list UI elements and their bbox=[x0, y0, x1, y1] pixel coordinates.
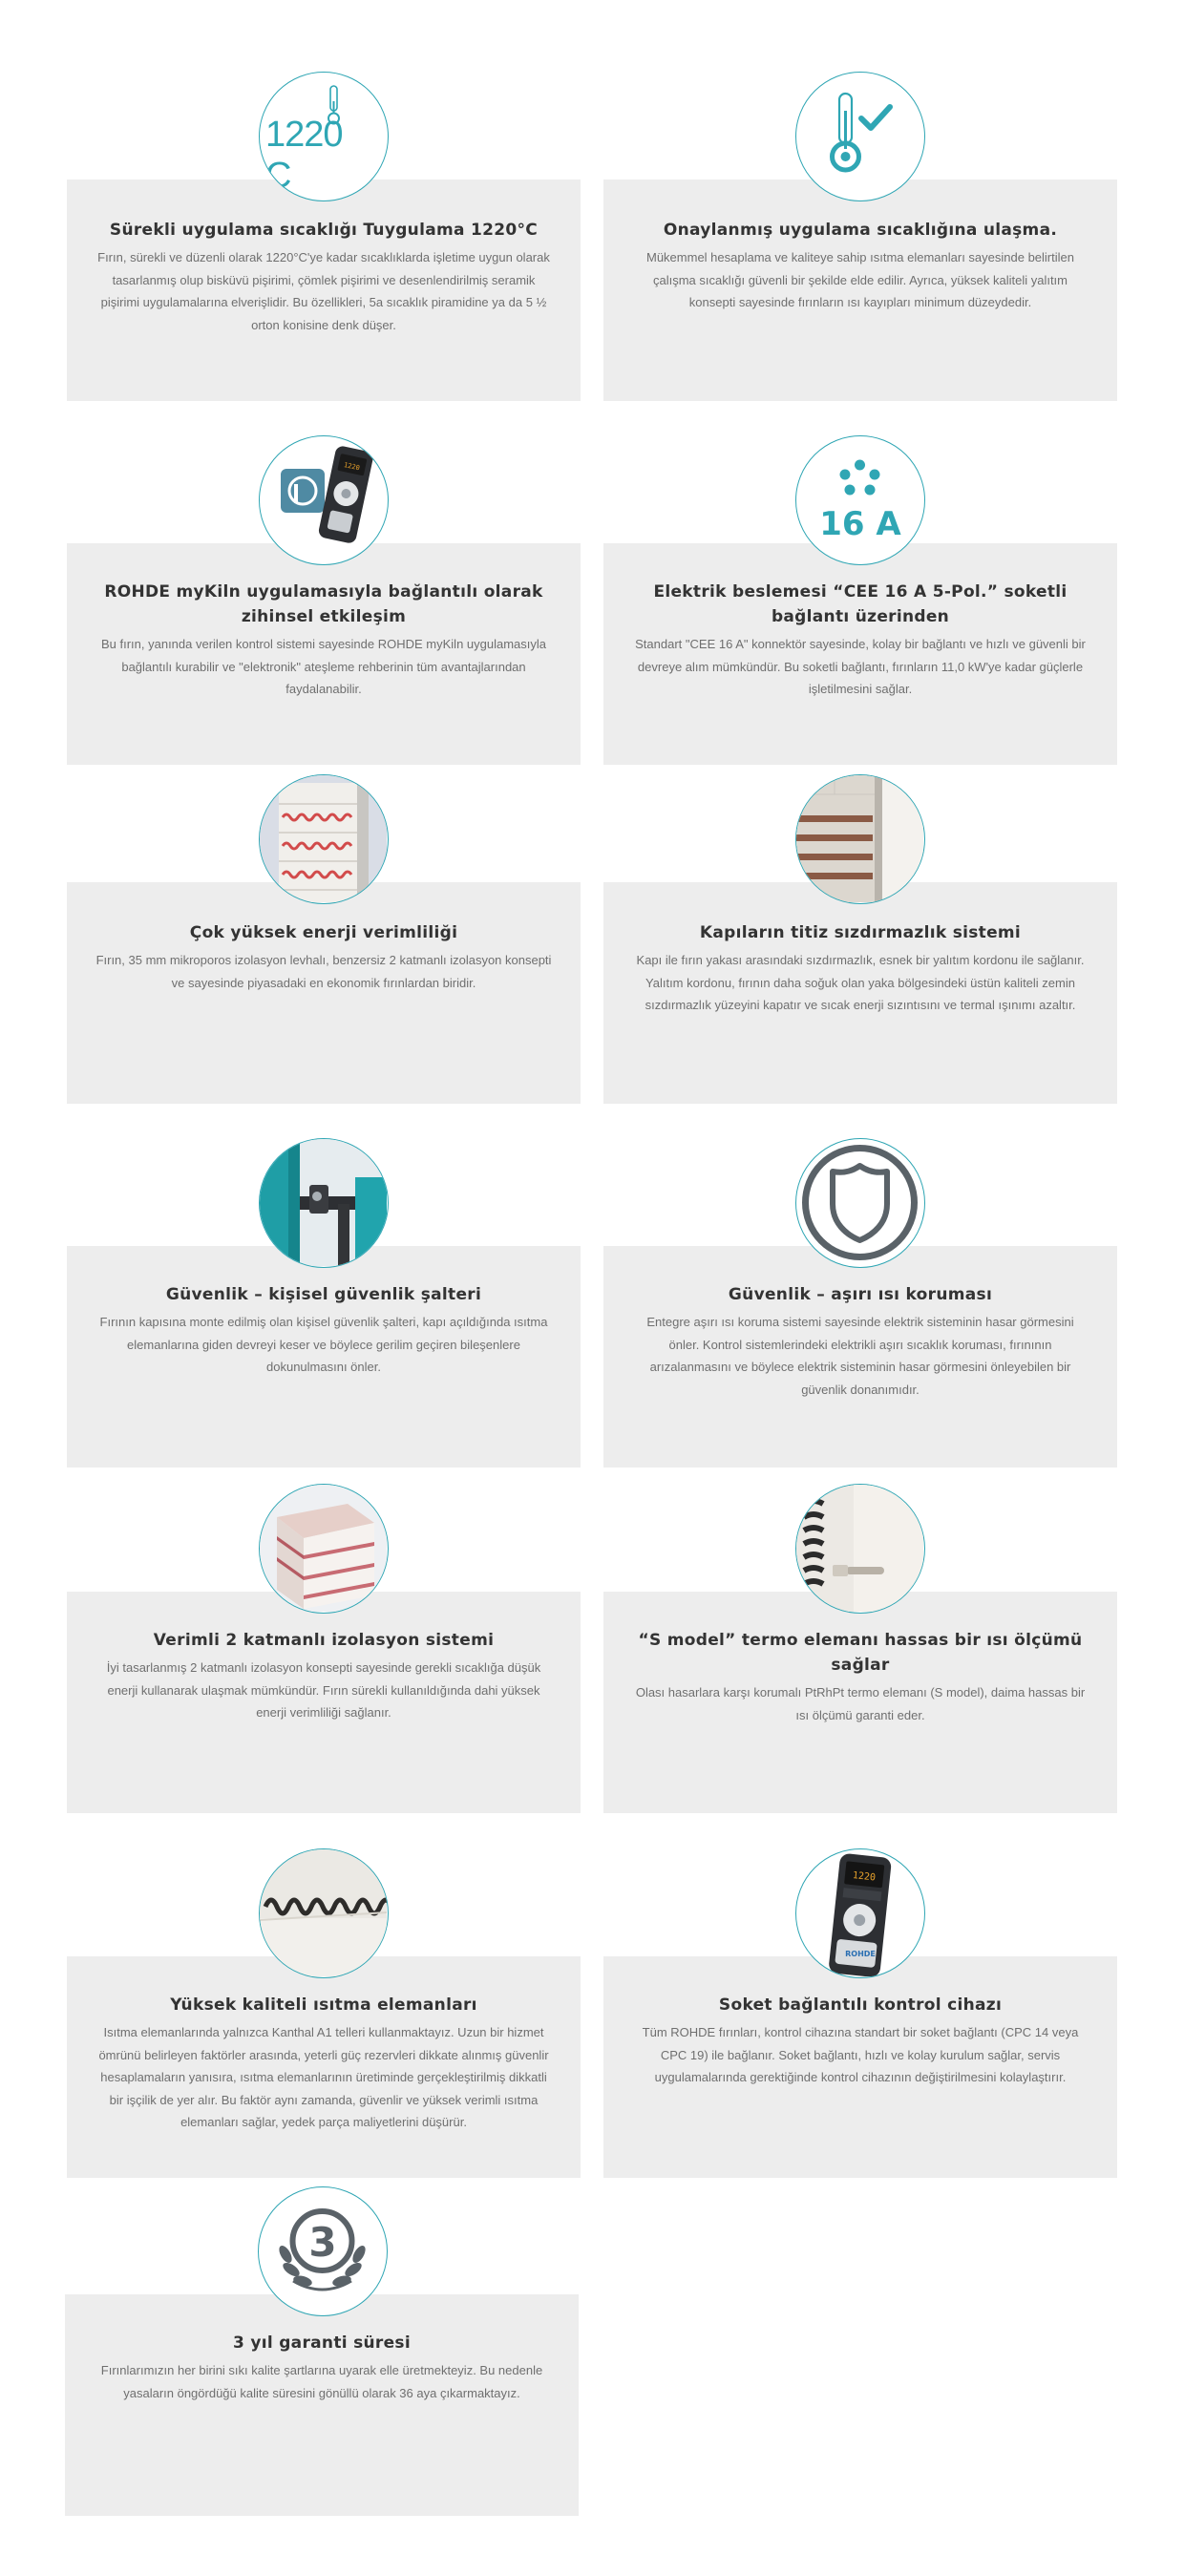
insulation-layers-icon bbox=[259, 774, 389, 904]
feature-title: Çok yüksek enerji verimliliği bbox=[189, 923, 458, 942]
shield-icon bbox=[795, 1138, 925, 1268]
feature-card-thermocouple bbox=[603, 1592, 1117, 1813]
feature-card-door-seal bbox=[603, 882, 1117, 1104]
feature-card-overheat-protection bbox=[603, 1246, 1117, 1467]
feature-title: Yüksek kaliteli ısıtma elemanları bbox=[170, 1995, 477, 2015]
door-seal-icon bbox=[795, 774, 925, 904]
heating-coil-icon bbox=[259, 1848, 389, 1978]
feature-title: Verimli 2 katmanlı izolasyon sistemi bbox=[153, 1631, 495, 1650]
feature-text: İyi tasarlanmış 2 katmanlı izolasyon konsepti sayesinde gerekli sıcaklığa düşük enerji kullanarak ulaşmak mümkündür. Fırın sürekli kullanıldığında dahi yüksek enerji verimliliği sağlanır. bbox=[106, 1660, 541, 1720]
feature-card-safety-switch bbox=[67, 1246, 581, 1467]
feature-text: Bu fırın, yanında verilen kontrol sistemi sayesinde ROHDE myKiln uygulamasıyla bağlantılı kurabilir ve "elektronik" ateşleme rehberinin tüm avantajlarından faydalanabilir. bbox=[100, 637, 547, 696]
feature-card-reach-temperature bbox=[603, 179, 1117, 401]
svg-text:1220: 1220 bbox=[852, 1870, 877, 1884]
feature-text: Mükemmel hesaplama ve kaliteye sahip ısıtma elemanları sayesinde belirtilen çalışma sıcaklığı güvenli bir şekilde elde edilir. Ayrıca, yüksek kaliteli yalıtım konsepti sayesinde fırınların ısı kayıpları minimum düzeydedir. bbox=[646, 250, 1074, 309]
safety-switch-icon bbox=[259, 1138, 389, 1268]
insulation-block-icon bbox=[259, 1484, 389, 1614]
feature-title: Sürekli uygulama sıcaklığı Tuygulama 1220°C bbox=[109, 221, 539, 240]
feature-text: Entegre aşırı ısı koruma sistemi sayesinde elektrik sisteminin hasar görmesini önler. Kontrol sistemlerindeki elektrikli aşırı sıcaklık koruması, fırınının arızalanmasını ve böylece elektrik sisteminin hasar görmesini önleyebilen bir güvenlik donanımıdır. bbox=[646, 1315, 1074, 1397]
cee-plug-16a-icon bbox=[795, 435, 925, 565]
feature-card-temperature bbox=[67, 179, 581, 401]
feature-title: “S model” termo elemanı hassas bir ısı ölçümü sağlar bbox=[638, 1631, 1083, 1675]
plug-rating: 16 A bbox=[819, 505, 901, 543]
feature-title: Onaylanmış uygulama sıcaklığına ulaşma. bbox=[663, 221, 1058, 240]
feature-title: Elektrik beslemesi “CEE 16 A 5-Pol.” soketli bağlantı üzerinden bbox=[653, 582, 1068, 626]
feature-title: Güvenlik – aşırı ısı koruması bbox=[728, 1285, 993, 1304]
feature-text: Tüm ROHDE fırınları, kontrol cihazına standart bir soket bağlantı (CPC 14 veya CPC 19) ile bağlanır. Soket bağlantı, hızlı ve kolay kurulum sağlar, servis uygulamalarında gerektiğinde kontrol cihazının değiştirilmesini kolaylaştırır. bbox=[642, 2025, 1079, 2084]
feature-text: Fırın, 35 mm mikroporos izolasyon levhalı, benzersiz 2 katmanlı izolasyon konsepti ve sayesinde piyasadaki en ekonomik fırınlardan biridir. bbox=[95, 953, 552, 990]
thermometer-check-icon bbox=[795, 72, 925, 201]
feature-card-cee-plug bbox=[603, 543, 1117, 765]
mykiln-app-icon bbox=[259, 435, 389, 565]
feature-title: Kapıların titiz sızdırmazlık sistemi bbox=[699, 923, 1022, 942]
temperature-unit: C bbox=[265, 156, 291, 196]
feature-title: 3 yıl garanti süresi bbox=[233, 2333, 411, 2353]
feature-text: Fırın, sürekli ve düzenli olarak 1220°C'ye kadar sıcaklıklarda işletime uygun olarak tasarlanmış olup bisküvü pişirimi, çömlek pişirimi ve desenlendirilmiş seramik pişirimi uygulamalarına elverişlidir. Bu özellikleri, 5a sıcaklık piramidine ya da 5 ½ orton konisine denk düşer. bbox=[97, 250, 550, 332]
thermocouple-icon bbox=[795, 1484, 925, 1614]
feature-text: Olası hasarlara karşı korumalı PtRhPt termo elemanı (S model), daima hassas bir ısı ölçümü garanti eder. bbox=[635, 1685, 1086, 1722]
feature-text: Isıtma elemanlarında yalnızca Kanthal A1 telleri kullanmaktayız. Uzun bir hizmet ömrünü belirleyen faktörler arasında, yeterli güç rezervleri dikkate alınmış güvenlir hesaplamaların yanısıra, ısıtma elemanlarının üretiminde gerçekleştirilmiş dikkatli bir işçilik de yer alır. Bu faktör aynı zamanda, güvenlir ve yüksek verimli ısıtma elemanları sağlar, yedek parça maliyetlerini düşürür. bbox=[98, 2025, 549, 2129]
feature-card-energy-efficiency bbox=[67, 882, 581, 1104]
feature-text: Kapı ile fırın yakası arasındaki sızdırmazlık, esnek bir yalıtım kordonu ile sağlanır. Yalıtım kordonu, fırının daha soğuk olan yaka bölgesindeki üstün kaliteli zemin sızdırmazlık yüzeyini kapatır ve sıcak enerji sızıntısını ve termal ışınımı azaltır. bbox=[636, 953, 1085, 1012]
feature-card-controller-socket bbox=[603, 1956, 1117, 2178]
temperature-value: 1220 bbox=[265, 115, 343, 155]
feature-card-two-layer-insulation bbox=[67, 1592, 581, 1813]
feature-title: Soket bağlantılı kontrol cihazı bbox=[718, 1995, 1003, 2015]
warranty-years-number: 3 bbox=[308, 2219, 337, 2266]
feature-title: Güvenlik – kişisel güvenlik şalteri bbox=[165, 1285, 482, 1304]
feature-title: ROHDE myKiln uygulamasıyla bağlantılı olarak zihinsel etkileşim bbox=[104, 582, 543, 626]
feature-text: Fırının kapısına monte edilmiş olan kişisel güvenlik şalteri, kapı açıldığında ısıtma elemanlarına giden devreyi keser ve böylece gerilim geçiren bileşenlere dokunulmasını önler. bbox=[99, 1315, 548, 1374]
svg-text:1220: 1220 bbox=[343, 461, 361, 473]
controller-brand-label: ROHDE bbox=[845, 1950, 876, 1958]
feature-card-heating-elements bbox=[67, 1956, 581, 2178]
temperature-1220-icon bbox=[259, 72, 389, 201]
warranty-3-years-icon bbox=[258, 2186, 388, 2316]
feature-text: Fırınlarımızın her birini sıkı kalite şartlarına uyarak elle üretmekteyiz. Bu nedenle yasaların öngördüğü kalite süresini gönüllü olarak 36 aya çıkarmaktayız. bbox=[100, 2363, 543, 2400]
controller-device-icon bbox=[795, 1848, 925, 1978]
feature-card-mykiln bbox=[67, 543, 581, 765]
feature-text: Standart "CEE 16 A" konnektör sayesinde, kolay bir bağlantı ve hızlı ve güvenli bir devreye alım mümkündür. Bu soketli bağlantı, fırınların 11,0 kW'ye kadar güçlerle işletilmesini sağlar. bbox=[635, 637, 1086, 696]
feature-card-warranty bbox=[65, 2294, 579, 2516]
